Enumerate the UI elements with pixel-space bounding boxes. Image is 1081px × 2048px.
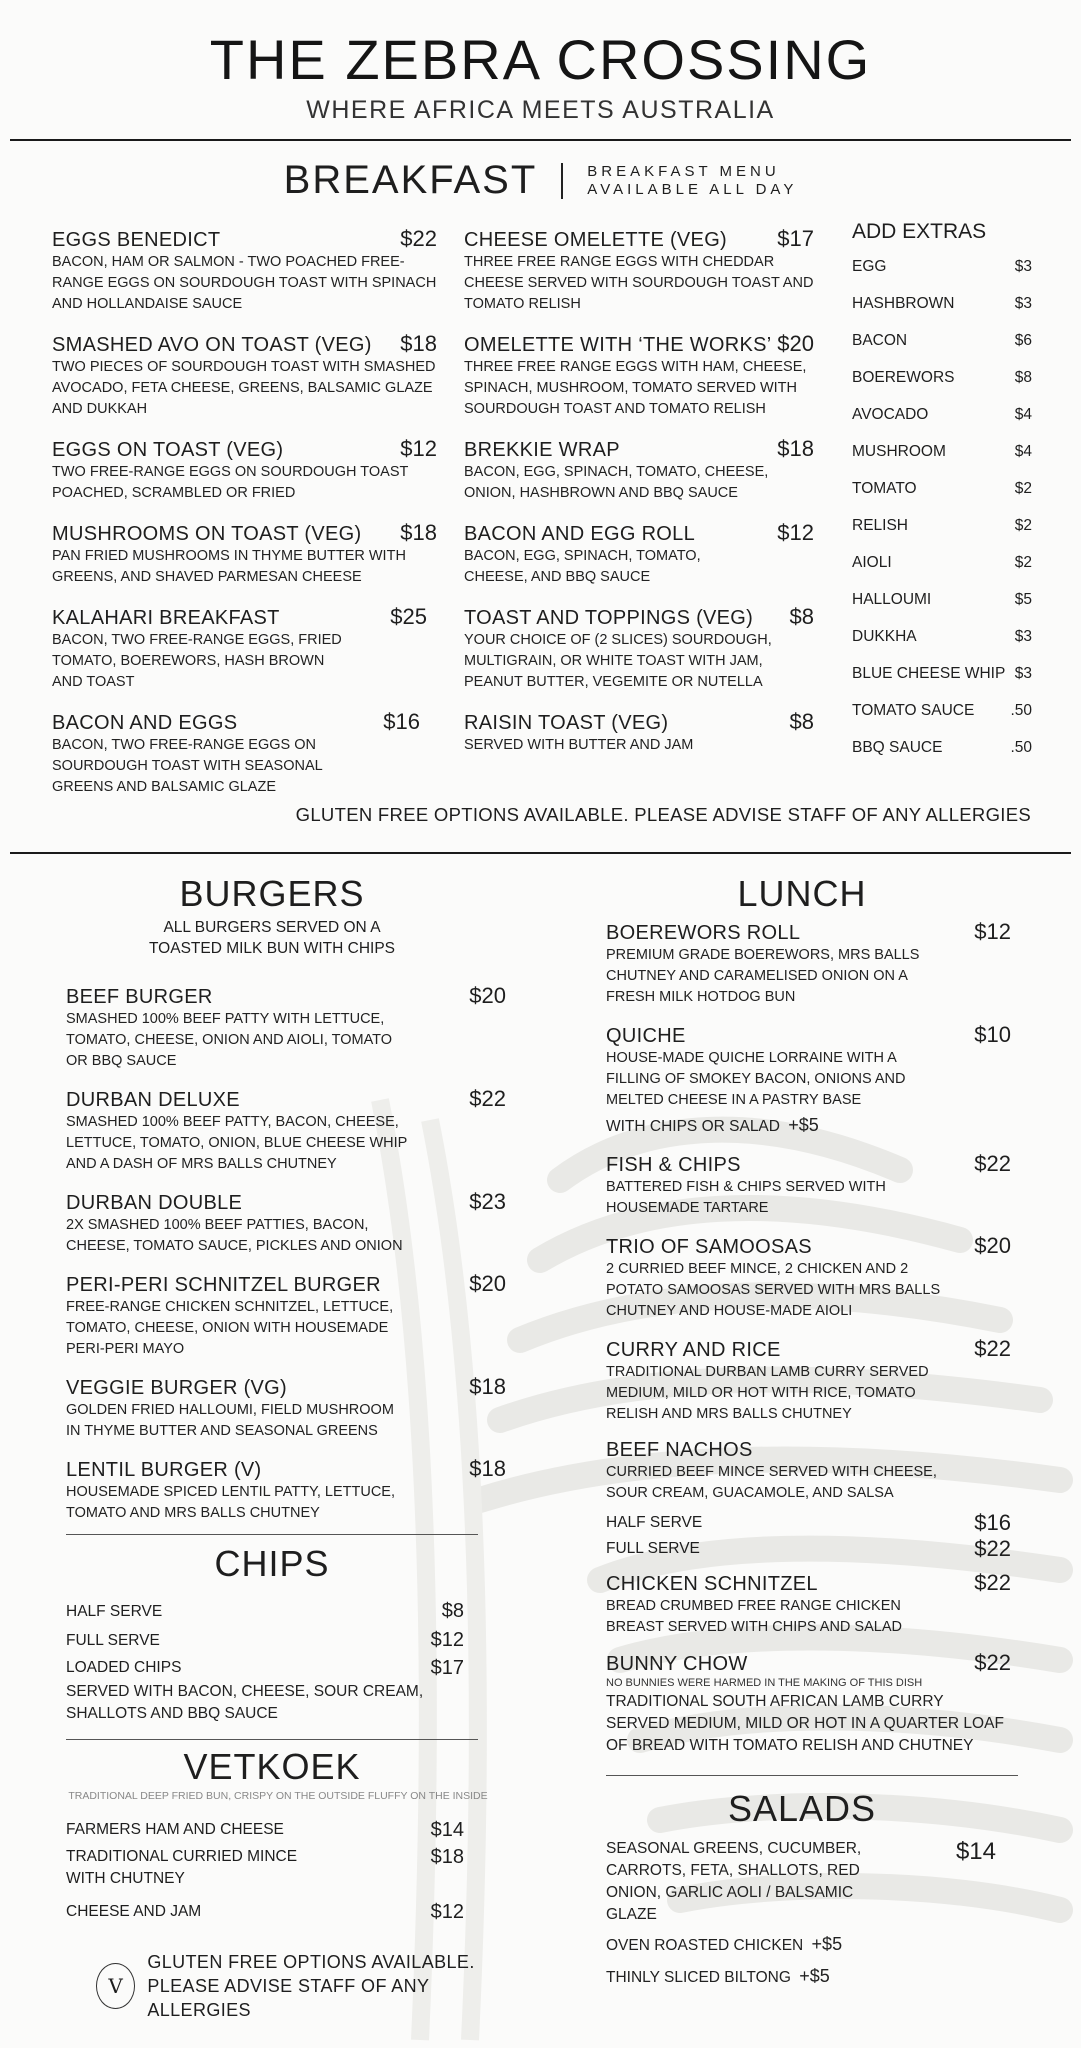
extra-name: BOEREWORS: [852, 368, 955, 386]
item-description: BACON, TWO FREE-RANGE EGGS, FRIED TOMATO, BOEREWORS, HASH BROWN AND TOAST: [52, 632, 342, 690]
chips-serve-name: HALF SERVE: [66, 1602, 163, 1620]
vetkoek-item-name: [66, 1846, 297, 1890]
menu-item: [464, 520, 814, 588]
item-name: DURBAN DOUBLE: [66, 1192, 243, 1214]
item-name: LENTIL BURGER (V): [66, 1459, 262, 1481]
add-extras-list: [852, 248, 1032, 766]
extra-row: [852, 507, 1032, 544]
salad-addon-chicken-price: +$5: [811, 1934, 843, 1954]
item-price: $8: [789, 604, 814, 629]
breakfast-note-line2: AVAILABLE ALL DAY: [587, 180, 798, 198]
extra-row: [852, 655, 1032, 692]
item-name: BUNNY CHOW: [606, 1653, 748, 1675]
breakfast-note-line1: BREAKFAST MENU: [587, 162, 780, 180]
extra-name: MUSHROOM: [852, 442, 946, 460]
item-price: $18: [400, 520, 437, 545]
menu-item-chicken-schnitzel: [606, 1570, 1018, 1638]
menu-item: [464, 709, 814, 756]
item-description: TRADITIONAL SOUTH AFRICAN LAMB CURRY SERVED MEDIUM, MILD OR HOT IN A QUARTER LOAF OF BREAD WITH TOMATO RELISH AND CHUTNEY: [606, 1693, 1004, 1754]
item-price: $16: [383, 709, 420, 734]
menu-item: [52, 520, 437, 588]
chips-serve-price: $8: [441, 1600, 464, 1622]
item-name: VEGGIE BURGER (VG): [66, 1377, 287, 1399]
chips-vetkoek-divider: [66, 1739, 478, 1740]
menu-item: [66, 1189, 506, 1257]
breakfast-heading: [0, 158, 1081, 203]
loaded-chips-description: [66, 1681, 464, 1725]
item-description: HOUSE-MADE QUICHE LORRAINE WITH A FILLING OF SMOKEY BACON, ONIONS AND MELTED CHEESE IN A PASTRY BASE: [606, 1050, 906, 1108]
item-price: $12: [400, 436, 437, 461]
menu-item: [66, 1271, 506, 1360]
menu-item: [66, 1374, 506, 1442]
menu-item: [606, 1151, 1018, 1219]
burgers-subtitle: [66, 917, 478, 959]
item-name: BOEREWORS ROLL: [606, 922, 801, 944]
salad-item: [606, 1838, 996, 1926]
extra-row: [852, 544, 1032, 581]
item-description: FREE-RANGE CHICKEN SCHNITZEL, LETTUCE, TOMATO, CHEESE, ONION WITH HOUSEMADE PERI-PERI MAYO: [66, 1299, 394, 1357]
add-extras-column: [852, 220, 1032, 766]
menu-item: [606, 1022, 1018, 1137]
menu-item: [464, 331, 814, 420]
item-description: THREE FREE RANGE EGGS WITH HAM, CHEESE, SPINACH, MUSHROOM, TOMATO SERVED WITH SOURDOUGH TOAST AND TOMATO RELISH: [464, 359, 807, 417]
vetkoek-note: TRADITIONAL DEEP FRIED BUN, CRISPY ON THE OUTSIDE FLUFFY ON THE INSIDE: [68, 1790, 488, 1802]
menu-item-beef-nachos: [606, 1439, 1018, 1562]
item-price: $22: [469, 1086, 506, 1111]
item-name: RAISIN TOAST (VEG): [464, 712, 669, 734]
lunch-title: LUNCH: [737, 873, 867, 914]
item-name: QUICHE: [606, 1025, 686, 1047]
chips-serve-name: LOADED CHIPS: [66, 1659, 182, 1676]
burgers-sub-line1: ALL BURGERS SERVED ON A: [163, 919, 381, 936]
extra-name: TOMATO SAUCE: [852, 701, 975, 719]
chips-row: [66, 1597, 464, 1626]
extra-row: [852, 322, 1032, 359]
menu-item: [52, 226, 437, 315]
gluten-free-note: [96, 1950, 478, 2022]
extra-row: [852, 470, 1032, 507]
menu-item: [66, 1086, 506, 1175]
item-name: OMELETTE WITH ‘THE WORKS’: [464, 334, 772, 356]
nachos-half-price: $16: [974, 1510, 1011, 1535]
salad-addon-chicken: [606, 1934, 1018, 1956]
breakfast-title: BREAKFAST: [283, 158, 538, 202]
item-description: GOLDEN FRIED HALLOUMI, FIELD MUSHROOM IN THYME BUTTER AND SEASONAL GREENS: [66, 1402, 394, 1439]
item-description: TRADITIONAL DURBAN LAMB CURRY SERVED MEDIUM, MILD OR HOT WITH RICE, TOMATO RELISH AND MRS BALLS CHUTNEY: [606, 1364, 929, 1422]
breakfast-availability: [587, 163, 797, 199]
chips-serve-name: FULL SERVE: [66, 1631, 160, 1649]
extra-name: BLUE CHEESE WHIP: [852, 664, 1006, 682]
item-description: PREMIUM GRADE BOEREWORS, MRS BALLS CHUTNEY AND CARAMELISED ONION ON A FRESH MILK HOTDOG BUN: [606, 947, 920, 1005]
burgers-title: BURGERS: [179, 873, 365, 914]
item-description: SMASHED 100% BEEF PATTY WITH LETTUCE, TOMATO, CHEESE, ONION AND AIOLI, TOMATO OR BBQ SAUCE: [66, 1011, 393, 1069]
nachos-half-row: [606, 1510, 1011, 1536]
extra-price: $2: [1014, 479, 1032, 497]
salad-price: $14: [955, 1838, 996, 1865]
vetkoek-item-price: $14: [430, 1818, 464, 1841]
extra-price: $3: [1014, 257, 1032, 275]
chips-row: [66, 1655, 464, 1681]
extra-price: .50: [1010, 738, 1032, 756]
item-description: CURRIED BEEF MINCE SERVED WITH CHEESE, SOUR CREAM, GUACAMOLE, AND SALSA: [606, 1464, 937, 1501]
salad-addon-biltong-label: THINLY SLICED BILTONG: [606, 1969, 791, 1986]
item-name: EGGS BENEDICT: [52, 229, 221, 251]
extra-price: $5: [1014, 590, 1032, 608]
item-description: BACON, EGG, SPINACH, TOMATO, CHEESE, ONION, HASHBROWN AND BBQ SAUCE: [464, 464, 769, 501]
item-description: 2X SMASHED 100% BEEF PATTIES, BACON, CHEESE, TOMATO SAUCE, PICKLES AND ONION: [66, 1217, 403, 1254]
left-lower-column: [66, 873, 506, 2022]
lunch-list: [606, 919, 1018, 1757]
vetkoek-row: [66, 1846, 464, 1890]
extra-price: $4: [1014, 442, 1032, 460]
extra-price: $3: [1014, 627, 1032, 645]
item-price: $20: [469, 983, 506, 1008]
extra-row: [852, 692, 1032, 729]
item-price: $8: [789, 709, 814, 734]
item-name: FISH & CHIPS: [606, 1154, 741, 1176]
extra-row: [852, 285, 1032, 322]
nachos-full-label: FULL SERVE: [606, 1540, 700, 1557]
nachos-full-row: [606, 1536, 1011, 1562]
extra-row: [852, 359, 1032, 396]
extra-price: $8: [1014, 368, 1032, 386]
quiche-extra: [606, 1115, 1018, 1137]
item-price: $20: [777, 331, 814, 356]
item-price: $22: [974, 1650, 1011, 1675]
item-name: EGGS ON TOAST (VEG): [52, 439, 284, 461]
extra-price: $2: [1014, 516, 1032, 534]
item-name: DURBAN DELUXE: [66, 1089, 240, 1111]
loaded-desc-line1: SERVED WITH BACON, CHEESE, SOUR CREAM,: [66, 1683, 424, 1700]
menu-item: [66, 983, 506, 1072]
item-name: TRIO OF SAMOOSAS: [606, 1236, 812, 1258]
vetkoek-item2-line2: WITH CHUTNEY: [66, 1870, 185, 1887]
extra-row: [852, 618, 1032, 655]
header-divider: [10, 139, 1071, 141]
menu-item: [606, 919, 1018, 1008]
item-description: BACON, TWO FREE-RANGE EGGS ON SOURDOUGH TOAST WITH SEASONAL GREENS AND BALSAMIC GLAZE: [52, 737, 323, 795]
item-name: CURRY AND RICE: [606, 1339, 781, 1361]
menu-item: [464, 226, 814, 315]
salads-title: SALADS: [727, 1788, 877, 1829]
menu-item-bunny-chow: [606, 1650, 1018, 1757]
item-name: TOAST AND TOPPINGS (VEG): [464, 607, 754, 629]
menu-header: [0, 0, 1081, 140]
item-description: YOUR CHOICE OF (2 SLICES) SOURDOUGH, MULTIGRAIN, OR WHITE TOAST WITH JAM, PEANUT BUTTER, VEGEMITE OR NUTELLA: [464, 632, 772, 690]
vetkoek-item2-line1: TRADITIONAL CURRIED MINCE: [66, 1848, 298, 1865]
quiche-extra-price: +$5: [788, 1115, 819, 1135]
extra-name: RELISH: [852, 516, 908, 534]
extra-row: [852, 396, 1032, 433]
breakfast-gluten-note: GLUTEN FREE OPTIONS AVAILABLE. PLEASE ADVISE STAFF OF ANY ALLERGIES: [295, 804, 1031, 825]
salad-addon-biltong-price: +$5: [799, 1966, 830, 1986]
breakfast-heading-bar: [561, 163, 563, 199]
item-description: BREAD CRUMBED FREE RANGE CHICKEN BREAST SERVED WITH CHIPS AND SALAD: [606, 1598, 902, 1635]
item-name: BACON AND EGGS: [52, 712, 238, 734]
menu-item: [606, 1336, 1018, 1425]
breakfast-column-2: [464, 226, 814, 770]
item-description: BATTERED FISH & CHIPS SERVED WITH HOUSEMADE TARTARE: [606, 1179, 886, 1216]
restaurant-title: THE ZEBRA CROSSING: [209, 28, 872, 91]
item-name: BACON AND EGG ROLL: [464, 523, 696, 545]
loaded-desc-line2: SHALLOTS AND BBQ SAUCE: [66, 1705, 278, 1722]
bunny-chow-note: NO BUNNIES WERE HARMED IN THE MAKING OF THIS DISH: [606, 1677, 923, 1689]
extra-name: AIOLI: [852, 553, 892, 571]
item-price: $18: [469, 1374, 506, 1399]
menu-item: [606, 1233, 1018, 1322]
extra-price: $2: [1014, 553, 1032, 571]
chips-serve-price: $12: [430, 1629, 464, 1651]
right-lower-column: [606, 873, 1018, 1988]
vetkoek-list: [66, 1816, 464, 1928]
item-price: $22: [974, 1151, 1011, 1176]
vetkoek-row: [66, 1896, 464, 1928]
menu-item: [52, 709, 420, 798]
gluten-free-line2: PLEASE ADVISE STAFF OF ANY ALLERGIES: [147, 1976, 430, 2020]
extra-name: EGG: [852, 257, 887, 275]
extra-price: $3: [1014, 664, 1032, 682]
item-description: 2 CURRIED BEEF MINCE, 2 CHICKEN AND 2 POTATO SAMOOSAS SERVED WITH MRS BALLS CHUTNEY AND HOUSE-MADE AIOLI: [606, 1261, 941, 1319]
item-name: MUSHROOMS ON TOAST (VEG): [52, 523, 362, 545]
item-price: $25: [390, 604, 427, 629]
gluten-free-line1: GLUTEN FREE OPTIONS AVAILABLE.: [147, 1952, 475, 1972]
extra-name: HALLOUMI: [852, 590, 932, 608]
item-price: $22: [400, 226, 437, 251]
quiche-extra-label: WITH CHIPS OR SALAD: [606, 1118, 780, 1135]
item-price: $23: [469, 1189, 506, 1214]
item-price: $22: [974, 1336, 1011, 1361]
item-name: BEEF NACHOS: [606, 1439, 753, 1461]
extra-row: [852, 729, 1032, 766]
item-description: TWO FREE-RANGE EGGS ON SOURDOUGH TOAST POACHED, SCRAMBLED OR FRIED: [52, 464, 409, 501]
item-price: $20: [974, 1233, 1011, 1258]
vetkoek-title: VETKOEK: [183, 1746, 361, 1787]
extra-name: BACON: [852, 331, 908, 349]
chips-title: CHIPS: [214, 1543, 330, 1584]
extra-name: DUKKHA: [852, 627, 917, 645]
item-price: $17: [777, 226, 814, 251]
vetkoek-item-name: FARMERS HAM AND CHEESE: [66, 1821, 284, 1838]
chips-serve-price: $17: [430, 1656, 464, 1679]
item-name: SMASHED AVO ON TOAST (VEG): [52, 334, 372, 356]
item-price: $18: [469, 1456, 506, 1481]
item-price: $10: [974, 1022, 1011, 1047]
breakfast-column-1: [52, 226, 437, 812]
menu-item: [52, 604, 427, 693]
vetkoek-row: [66, 1816, 464, 1844]
menu-item: [66, 1456, 506, 1524]
item-price: $22: [974, 1570, 1011, 1595]
item-description: SERVED WITH BUTTER AND JAM: [464, 737, 694, 753]
extra-row: [852, 248, 1032, 285]
nachos-full-price: $22: [974, 1536, 1011, 1561]
vetkoek-item-price: $12: [430, 1900, 464, 1923]
item-description: BACON, HAM OR SALMON - TWO POACHED FREE-RANGE EGGS ON SOURDOUGH TOAST WITH SPINACH AND HOLLANDAISE SAUCE: [52, 254, 437, 312]
menu-item: [52, 436, 437, 504]
menu-item: [52, 331, 437, 420]
vegetarian-badge-icon: V: [96, 1963, 135, 2009]
extra-name: BBQ SAUCE: [852, 738, 943, 756]
menu-item: [464, 604, 814, 693]
extra-price: $4: [1014, 405, 1032, 423]
item-description: BACON, EGG, SPINACH, TOMATO, CHEESE, AND BBQ SAUCE: [464, 548, 701, 585]
item-description: SMASHED 100% BEEF PATTY, BACON, CHEESE, LETTUCE, TOMATO, ONION, BLUE CHEESE WHIP AND A DASH OF MRS BALLS CHUTNEY: [66, 1114, 408, 1172]
item-name: CHEESE OMELETTE (VEG): [464, 229, 728, 251]
extra-row: [852, 581, 1032, 618]
extra-price: $6: [1014, 331, 1032, 349]
item-price: $12: [777, 520, 814, 545]
item-description: PAN FRIED MUSHROOMS IN THYME BUTTER WITH GREENS, AND SHAVED PARMESAN CHEESE: [52, 548, 406, 585]
salad-addon-biltong: [606, 1966, 1018, 1988]
item-description: THREE FREE RANGE EGGS WITH CHEDDAR CHEESE SERVED WITH SOURDOUGH TOAST AND TOMATO RELISH: [464, 254, 814, 312]
burgers-chips-divider: [66, 1534, 478, 1535]
item-name: BREKKIE WRAP: [464, 439, 620, 461]
chips-list: [66, 1597, 464, 1725]
item-name: PERI-PERI SCHNITZEL BURGER: [66, 1274, 381, 1296]
breakfast-divider: [10, 852, 1071, 854]
menu-item: [464, 436, 814, 504]
item-description: TWO PIECES OF SOURDOUGH TOAST WITH SMASHED AVOCADO, FETA CHEESE, GREENS, BALSAMIC GLAZE AND DUKKAH: [52, 359, 436, 417]
item-name: CHICKEN SCHNITZEL: [606, 1573, 818, 1595]
extra-name: TOMATO: [852, 479, 917, 497]
item-name: BEEF BURGER: [66, 986, 213, 1008]
salad-description: SEASONAL GREENS, CUCUMBER, CARROTS, FETA, SHALLOTS, RED ONION, GARLIC AOLI / BALSAMIC GLAZE: [606, 1840, 862, 1923]
item-price: $18: [400, 331, 437, 356]
extra-name: HASHBROWN: [852, 294, 955, 312]
extra-price: $3: [1014, 294, 1032, 312]
restaurant-tagline: WHERE AFRICA MEETS AUSTRALIA: [306, 96, 775, 124]
lunch-salads-divider: [606, 1775, 1018, 1776]
gluten-free-text: [147, 1950, 478, 2022]
item-name: KALAHARI BREAKFAST: [52, 607, 280, 629]
item-price: $12: [974, 919, 1011, 944]
extra-name: AVOCADO: [852, 405, 929, 423]
item-description: HOUSEMADE SPICED LENTIL PATTY, LETTUCE, TOMATO AND MRS BALLS CHUTNEY: [66, 1484, 396, 1521]
add-extras-title: ADD EXTRAS: [852, 220, 987, 243]
extra-price: .50: [1010, 701, 1032, 719]
vetkoek-item-name: CHEESE AND JAM: [66, 1903, 202, 1920]
extra-row: [852, 433, 1032, 470]
item-price: $18: [777, 436, 814, 461]
vetkoek-item-price: $18: [430, 1846, 464, 1868]
item-price: $20: [469, 1271, 506, 1296]
burgers-sub-line2: TOASTED MILK BUN WITH CHIPS: [148, 940, 396, 957]
chips-row: [66, 1626, 464, 1655]
nachos-half-label: HALF SERVE: [606, 1514, 703, 1531]
burger-list: [66, 983, 506, 1524]
salad-addon-chicken-label: OVEN ROASTED CHICKEN: [606, 1937, 804, 1954]
